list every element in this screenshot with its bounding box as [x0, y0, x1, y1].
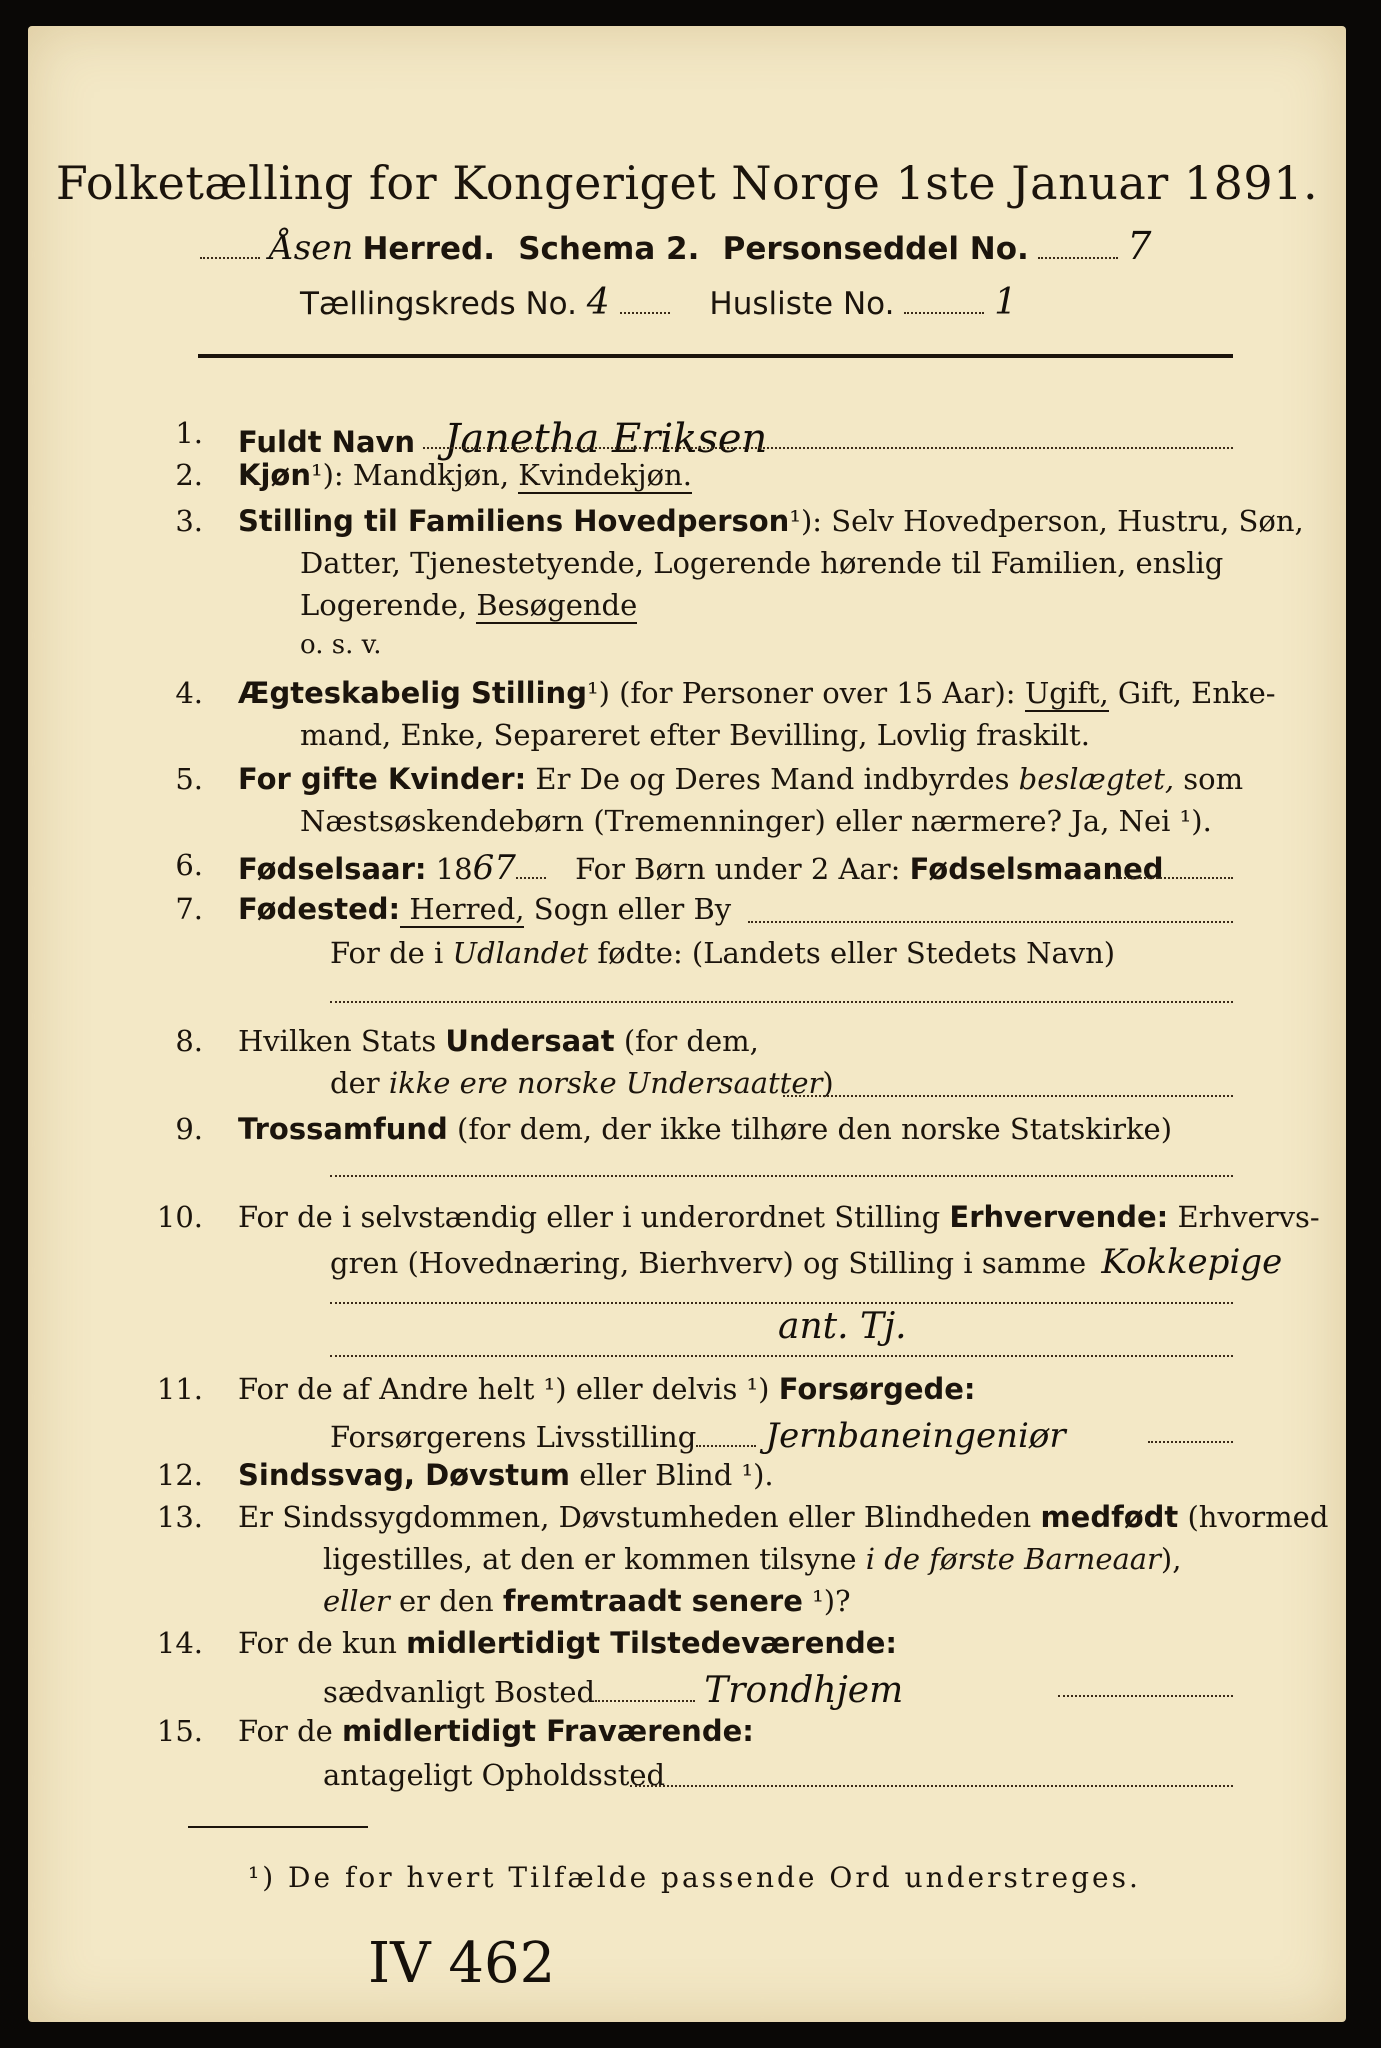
item-11-number: 11.: [156, 1372, 203, 1406]
item-1-text: Fuldt Navn Janetha Eriksen: [238, 416, 768, 462]
archive-number: IV 462: [368, 1931, 556, 1996]
item-4-number: 4.: [175, 676, 203, 710]
item-8-line2: der ikke ere norske Undersaatter): [330, 1066, 834, 1100]
husliste-value: 1: [994, 282, 1018, 323]
header-rule: [198, 354, 1233, 358]
footnote: ¹) De for hvert Tilfælde passende Ord understreges.: [248, 1861, 1141, 1894]
item-13-line3: eller er den fremtraadt senere ¹)?: [323, 1584, 851, 1618]
taellingskreds-line: [300, 282, 1017, 323]
item-10-value-1: Kokkepige: [1101, 1242, 1283, 1282]
item-9-dotline: [330, 1174, 1233, 1177]
personseddel-value: 7: [1127, 224, 1152, 268]
item-14-dotline: [1058, 1694, 1233, 1697]
item-2-number: 2.: [175, 458, 203, 492]
item-14-value: Trondhjem: [704, 1670, 904, 1711]
footnote-rule: [188, 1826, 368, 1828]
item-5-line1: For gifte Kvinder: Er De og Deres Mand indbyrdes beslægtet, som: [238, 762, 1244, 796]
item-1-number: 1.: [175, 416, 203, 450]
item-10-number: 10.: [156, 1200, 203, 1234]
husliste-label: Husliste No.: [709, 286, 895, 322]
item-15-number: 15.: [156, 1714, 203, 1748]
herred-line: [200, 224, 1151, 268]
item-3-number: 3.: [175, 504, 203, 538]
item-15-line2: antageligt Opholdssted: [323, 1758, 666, 1792]
herred-label: Herred.: [362, 231, 496, 267]
item-3-line4: o. s. v.: [300, 630, 382, 660]
item-12-text: Sindssvag, Døvstum eller Blind ¹).: [238, 1458, 774, 1492]
item-9-text: Trossamfund (for dem, der ikke tilhøre den norske Statskirke): [238, 1112, 1173, 1146]
item-1-value: Janetha Eriksen: [444, 416, 768, 462]
personseddel-label: Personseddel No.: [722, 231, 1029, 267]
item-11-line1: For de af Andre helt ¹) eller delvis ¹) Forsørgede:: [238, 1372, 976, 1406]
item-11-line2: Forsørgerens Livsstilling Jernbaneingeniør: [330, 1416, 1066, 1456]
item-10-value-2: ant. Tj.: [778, 1306, 907, 1347]
item-5-line2: Næstsøskendebørn (Tremenninger) eller nærmere? Ja, Nei ¹).: [300, 804, 1212, 838]
item-10-dotline-2: [330, 1354, 1233, 1357]
item-6-year-value: 67: [472, 848, 516, 888]
item-14-line1: For de kun midlertidigt Tilstedeværende:: [238, 1626, 898, 1660]
item-10-line2: gren (Hovednæring, Bierhverv) og Stilling i samme Kokkepige: [330, 1242, 1283, 1282]
item-13-line1: Er Sindssygdommen, Døvstumheden eller Blindheden medfødt (hvormed: [238, 1500, 1329, 1534]
item-13-number: 13.: [156, 1500, 203, 1534]
item-15-line1: For de midlertidigt Fraværende:: [238, 1714, 754, 1748]
item-6-dotline: [1113, 876, 1233, 879]
taellingskreds-value: 4: [586, 282, 610, 323]
census-form: [28, 26, 1346, 2022]
item-6-number: 6.: [175, 848, 203, 882]
item-1-dotline: [423, 446, 1233, 449]
item-3-line3: Logerende, Besøgende: [300, 588, 638, 622]
item-2-text: Kjøn¹): Mandkjøn, Kvindekjøn.: [238, 458, 692, 492]
item-8-number: 8.: [175, 1024, 203, 1058]
item-14-number: 14.: [156, 1626, 203, 1660]
item-7-number: 7.: [175, 892, 203, 926]
item-3-line2: Datter, Tjenestetyende, Logerende hørende til Familien, enslig: [300, 546, 1224, 580]
item-7-line1: Fødested: Herred, Sogn eller By: [238, 892, 732, 926]
item-8-dotline: [783, 1094, 1233, 1097]
item-7-dotline-2: [330, 1000, 1233, 1003]
item-4-line2: mand, Enke, Separeret efter Bevilling, Lovlig fraskilt.: [300, 718, 1090, 752]
item-4-line1: Ægteskabelig Stilling¹) (for Personer over 15 Aar): Ugift, Gift, Enke-: [238, 676, 1276, 710]
taellingskreds-label: Tællingskreds No.: [300, 286, 577, 322]
item-3-line1: Stilling til Familiens Hovedperson¹): Selv Hovedperson, Hustru, Søn,: [238, 504, 1304, 538]
item-9-number: 9.: [175, 1112, 203, 1146]
item-14-line2: sædvanligt Bosted Trondhjem: [323, 1670, 904, 1711]
item-7-dotline: [748, 920, 1233, 923]
item-8-line1: Hvilken Stats Undersaat (for dem,: [238, 1024, 759, 1058]
item-7-line2: For de i Udlandet fødte: (Landets eller Stedets Navn): [330, 936, 1116, 970]
item-11-dotline: [1148, 1440, 1233, 1443]
item-13-line2: ligestilles, at den er kommen tilsyne i de første Barneaar),: [323, 1542, 1182, 1576]
item-11-value: Jernbaneingeniør: [765, 1416, 1066, 1456]
item-10-dotline-1: [330, 1301, 1233, 1304]
schema-label: Schema 2.: [518, 231, 700, 267]
item-10-line1: For de i selvstændig eller i underordnet Stilling Erhvervende: Erhvervs-: [238, 1200, 1320, 1234]
item-15-dotline: [630, 1784, 1233, 1787]
form-title: Folketælling for Kongeriget Norge 1ste Januar 1891.: [55, 156, 1319, 210]
item-6-text: Fødselsaar: 1867 For Børn under 2 Aar: Fødselsmaaned: [238, 848, 1164, 888]
item-12-number: 12.: [156, 1458, 203, 1492]
item-5-number: 5.: [175, 762, 203, 796]
herred-value: Åsen: [269, 228, 354, 268]
